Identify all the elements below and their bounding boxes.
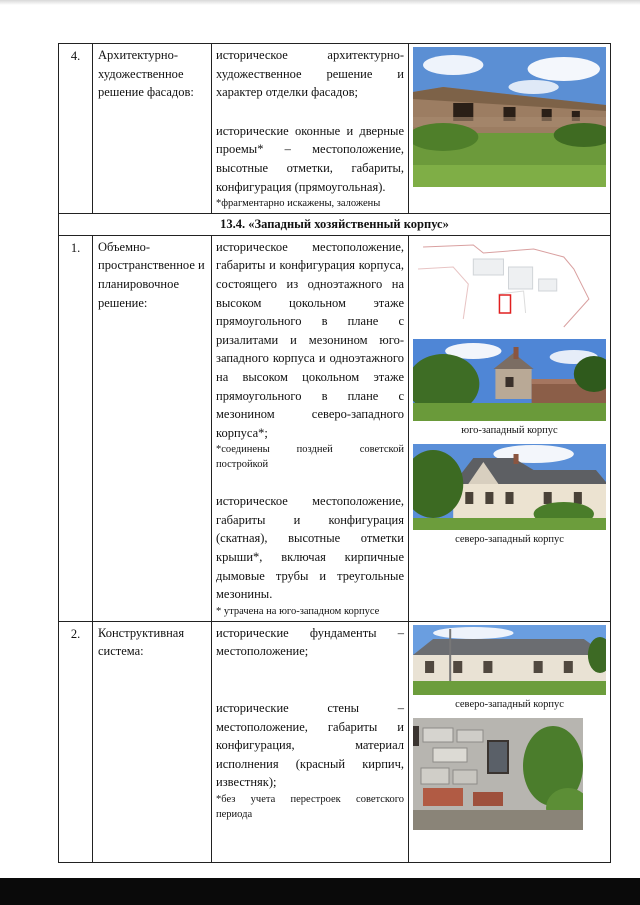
section-title: 13.4. «Западный хозяйственный корпус» — [59, 214, 611, 236]
photo-caption: северо-западный корпус — [455, 698, 564, 710]
protection-subject-table — [58, 43, 611, 863]
table-row — [59, 235, 611, 621]
row-number: 2. — [59, 621, 93, 862]
photo-facade-ruin — [413, 47, 606, 187]
row-number: 4. — [59, 44, 93, 214]
description-cell — [212, 235, 409, 621]
criterion-label: Объемно-пространственное и планировочное решение: — [93, 235, 212, 621]
description-cell — [212, 44, 409, 214]
footnote: *соединены поздней советской постройкой — [216, 444, 404, 471]
photo-cell — [409, 44, 611, 214]
table-row — [59, 44, 611, 214]
footnote: *фрагментарно искажены, заложены — [216, 198, 381, 210]
row-number: 1. — [59, 235, 93, 621]
description-text: историческое местоположение, габариты и конфигурация (скатная), высотные отметки крыши*, включая кирпичные дымовые трубы и треугольные мезонины. — [216, 494, 404, 602]
footnote: *без учета перестроек советского периода — [216, 794, 404, 820]
scan-top-shadow — [0, 0, 640, 5]
photo-stone-wall — [413, 718, 583, 830]
photo-northwest-building-2 — [413, 625, 606, 695]
table-row — [59, 621, 611, 862]
criterion-label: Архитектурно-художественное решение фасадов: — [93, 44, 212, 214]
photo-cell — [409, 621, 611, 862]
criterion-label: Конструктивная система: — [93, 621, 212, 862]
photo-northwest-building — [413, 444, 606, 530]
description-text: историческое местоположение, габариты и конфигурация корпуса, состоящего из одноэтажного на высоком цокольном этаже прямоугольного в плане с ризалитами и мезонином юго-западного корпуса и одноэтажного на высоком цокольном этаже прямоугольного в плане с мезонином северо-западного корпуса*; — [216, 239, 404, 440]
description-text: исторические оконные и дверные проемы* – местоположение, высотные отметки, габариты, конфигурация (прямоугольная). — [216, 123, 404, 194]
photo-caption: юго-западный корпус — [461, 424, 558, 436]
description-text: исторические стены – местоположение, габариты и конфигурация, материал исполнения (красный кирпич, известняк); — [216, 701, 404, 790]
photo-caption: северо-западный корпус — [455, 533, 564, 545]
description-text: исторические фундаменты – местоположение; — [216, 625, 404, 659]
description-text: историческое архитектурно-художественное решение и характер отделки фасадов; — [216, 48, 404, 100]
photo-southwest-building — [413, 339, 606, 421]
photo-cell — [409, 235, 611, 621]
scan-bottom-edge — [0, 878, 640, 905]
site-plan-map — [413, 239, 606, 331]
description-cell — [212, 621, 409, 862]
footnote: * утрачена на юго-западном корпусе — [216, 605, 380, 617]
section-heading-row — [59, 214, 611, 236]
